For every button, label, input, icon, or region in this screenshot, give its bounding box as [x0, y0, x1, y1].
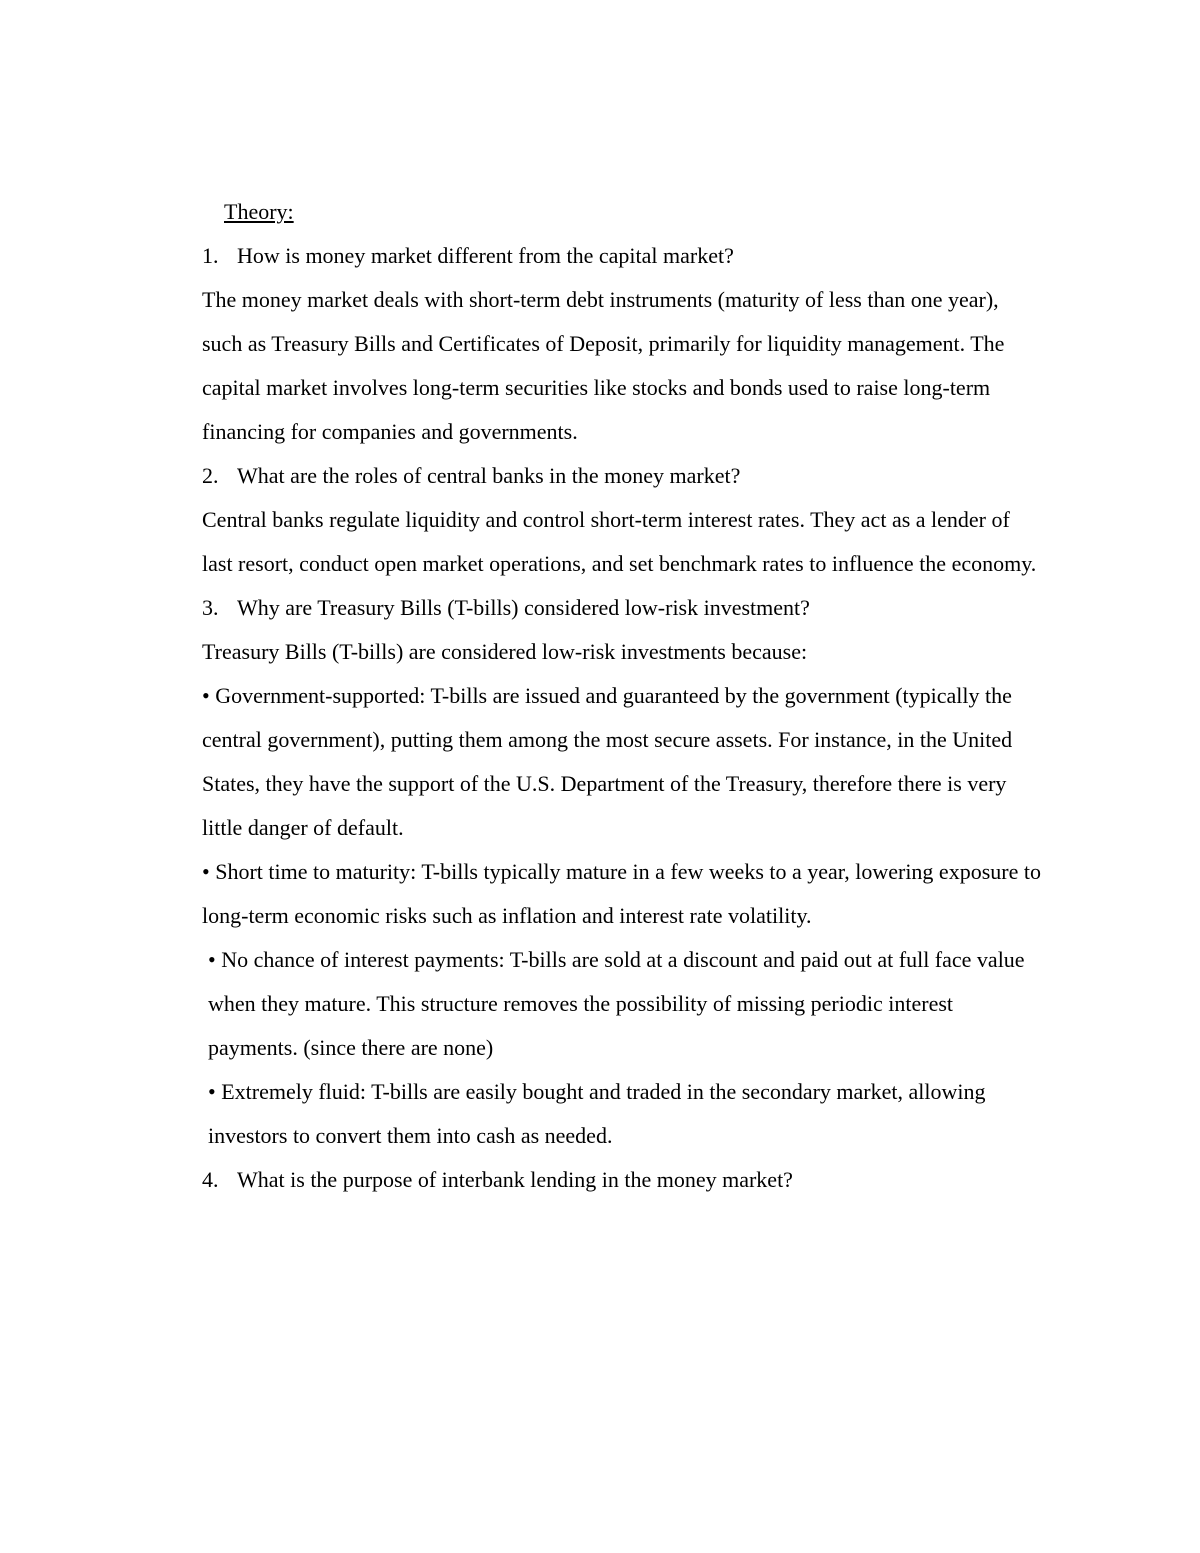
answer-1: The money market deals with short-term debt instruments (maturity of less than one year), such as Treasury Bills and Certificates of Deposit, primarily for liquidity management. The capital market involves long-term securities like stocks and bonds used to raise long-term financing for companies and governments.: [202, 287, 1005, 444]
question-text: What is the purpose of interbank lending in the money market?: [237, 1167, 793, 1192]
question-text: How is money market different from the capital market?: [237, 243, 734, 268]
answer-2: Central banks regulate liquidity and control short-term interest rates. They act as a lender of last resort, conduct open market operations, and set benchmark rates to influence the economy.: [202, 507, 1037, 576]
bullet-item: • Extremely fluid: T-bills are easily bought and traded in the secondary market, allowing investors to convert them into cash as needed.: [208, 1079, 986, 1148]
question-2: [202, 454, 1042, 498]
question-text: Why are Treasury Bills (T-bills) considered low-risk investment?: [237, 595, 810, 620]
question-number: 4.: [202, 1167, 219, 1192]
question-number: 1.: [202, 243, 219, 268]
document-body: [202, 190, 1042, 1202]
question-number: 3.: [202, 595, 219, 620]
question-4: [202, 1158, 1042, 1202]
bullet-item: • No chance of interest payments: T-bills are sold at a discount and paid out at full face value when they mature. This structure removes the possibility of missing periodic interest payments. (since there are none): [208, 947, 1025, 1060]
bullet-item: • Short time to maturity: T-bills typically mature in a few weeks to a year, lowering exposure to long-term economic risks such as inflation and interest rate volatility.: [202, 859, 1041, 928]
question-text: What are the roles of central banks in the money market?: [237, 463, 741, 488]
bullet-item: • Government-supported: T-bills are issued and guaranteed by the government (typically the central government), putting them among the most secure assets. For instance, in the United States, they have the support of the U.S. Department of the Treasury, therefore there is very little danger of default.: [202, 683, 1013, 840]
question-number: 2.: [202, 463, 219, 488]
question-3: [202, 586, 1042, 630]
question-1: [202, 234, 1042, 278]
answer-3-intro: Treasury Bills (T-bills) are considered low-risk investments because:: [202, 639, 808, 664]
section-title: Theory:: [224, 199, 294, 224]
